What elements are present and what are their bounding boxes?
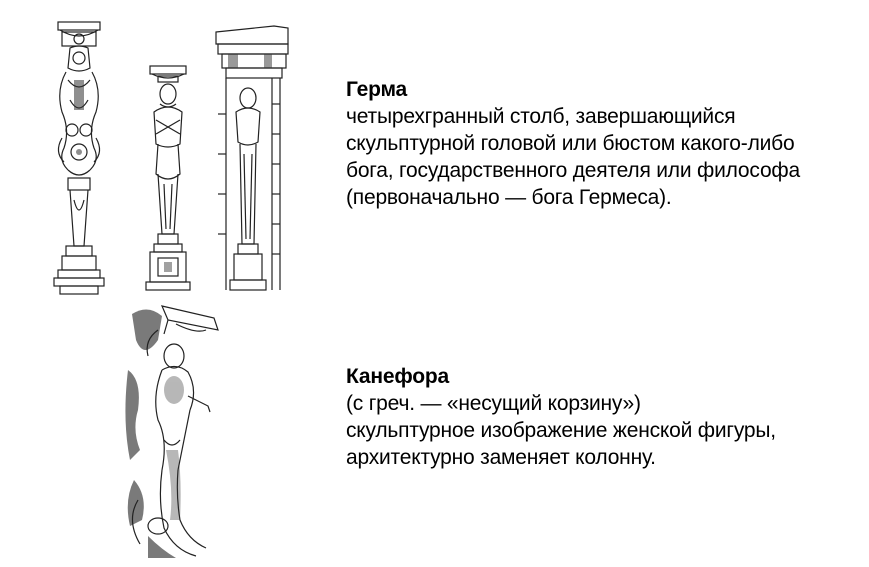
herm-line-2: скульптурной головой или бюстом какого-либо — [346, 132, 795, 155]
ornate-herm-column-drawing — [44, 20, 114, 296]
herm-line-3: бога, государственного деятеля или философа — [346, 159, 800, 182]
kanefora-line-1: (с греч. — «несущий корзину») — [346, 392, 641, 415]
kanefora-line-3: архитектурно заменяет колонну. — [346, 446, 656, 469]
wall-pilaster-herm-drawing — [214, 24, 290, 296]
kanefora-line-2: скульптурное изображение женской фигуры, — [346, 419, 776, 442]
kanefora-definition — [346, 363, 856, 471]
canephora-bracket-figure-drawing — [118, 300, 224, 562]
kanefora-title: Канефора — [346, 365, 449, 388]
caryatid-herm-pillar-drawing — [140, 64, 196, 296]
herm-definition — [346, 76, 856, 211]
herm-title: Герма — [346, 78, 408, 101]
herm-line-4: (первоначально — бога Гермеса). — [346, 186, 672, 209]
herm-line-1: четырехгранный столб, завершающийся — [346, 105, 736, 128]
